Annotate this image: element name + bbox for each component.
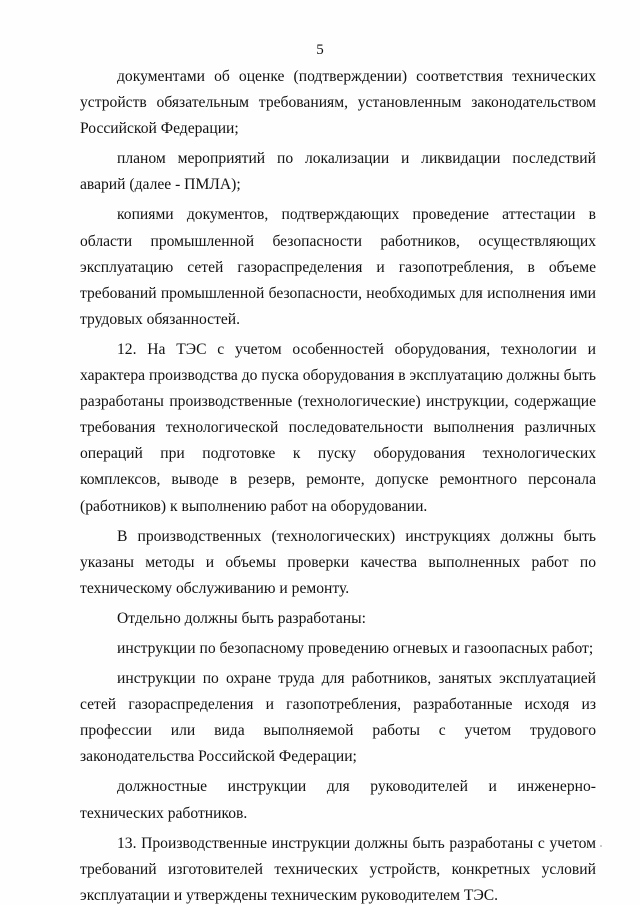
paragraph-labor-protection-instructions: инструкции по охране труда для работников, занятых эксплуатацией сетей газораспределения и газопотребления, разработанные исходя из профессии или вида выполняемой работы с учетом трудового законодательства Российской Федерации; bbox=[80, 670, 596, 766]
paragraph-job-instructions: должностные инструкции для руководителей и инженерно-технических работников. bbox=[80, 778, 596, 822]
paragraph-fire-gas-work-instructions: инструкции по безопасному проведению огневых и газоопасных работ; bbox=[117, 639, 594, 657]
document-body bbox=[80, 64, 596, 909]
paragraph-pmla-plan: планом мероприятий по локализации и ликвидации последствий аварий (далее - ПМЛА); bbox=[80, 150, 596, 194]
paragraph-certification-copies: копиями документов, подтверждающих проведение аттестации в области промышленной безопасности работников, осуществляющих эксплуатацию сетей газораспределения и газопотребления, в объеме требований промышленной безопасности, необходимых для исполнения ими трудовых обязанностей. bbox=[80, 206, 596, 328]
paragraph-item-12: 12. На ТЭС с учетом особенностей оборудования, технологии и характера производства до пуска оборудования в эксплуатацию должны быть разработаны производственные (технологические) инструкции, содержащие требования технологической последовательности выполнения различных операций при подготовке к пуску оборудования технологических комплексов, выводе в резерв, ремонте, допуске ремонтного персонала (работников) к выполнению работ на оборудовании. bbox=[80, 340, 596, 515]
scan-speck bbox=[600, 845, 602, 847]
paragraph-conformity-documents: документами об оценке (подтверждении) соответствия технических устройств обязательным требованиям, установленным законодательством Российской Федерации; bbox=[80, 68, 596, 138]
page-number: 5 bbox=[316, 42, 324, 58]
paragraph-separately-developed: Отдельно должны быть разработаны: bbox=[117, 609, 366, 627]
paragraph-instruction-methods: В производственных (технологических) инструкциях должны быть указаны методы и объемы проверки качества выполненных работ по техническому обслуживанию и ремонту. bbox=[80, 527, 596, 597]
paragraph-item-13: 13. Производственные инструкции должны быть разработаны с учетом требований изготовителей технических устройств, конкретных условий эксплуатации и утверждены техническим руководителем ТЭС. bbox=[80, 834, 596, 904]
